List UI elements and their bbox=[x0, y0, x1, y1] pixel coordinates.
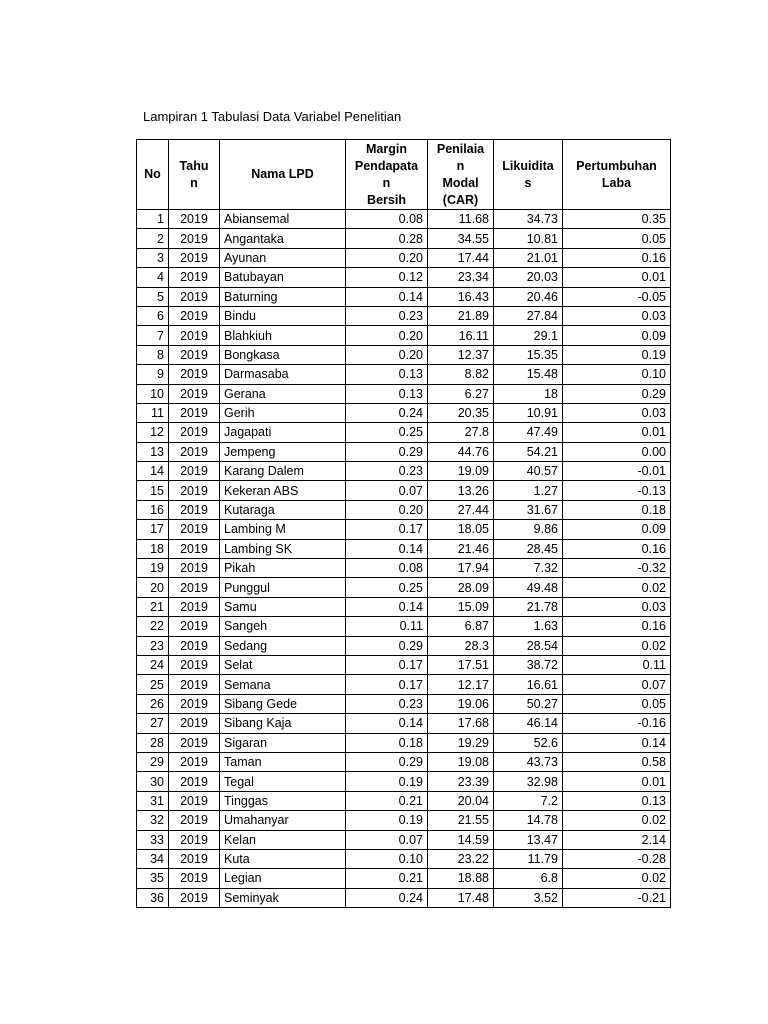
cell-pertumbuhan-laba: 0.05 bbox=[563, 229, 671, 248]
cell-nama-lpd: Lambing M bbox=[220, 520, 346, 539]
cell-tahun: 2019 bbox=[169, 578, 220, 597]
cell-pertumbuhan-laba: -0.05 bbox=[563, 287, 671, 306]
cell-likuiditas: 11.79 bbox=[494, 849, 563, 868]
cell-no: 32 bbox=[137, 811, 169, 830]
cell-no: 7 bbox=[137, 326, 169, 345]
cell-car: 19.09 bbox=[428, 462, 494, 481]
cell-margin: 0.23 bbox=[346, 306, 428, 325]
table-row bbox=[137, 811, 671, 830]
cell-pertumbuhan-laba: 0.29 bbox=[563, 384, 671, 403]
cell-nama-lpd: Lambing SK bbox=[220, 539, 346, 558]
cell-margin: 0.13 bbox=[346, 384, 428, 403]
cell-pertumbuhan-laba: 0.16 bbox=[563, 248, 671, 267]
cell-pertumbuhan-laba: 0.03 bbox=[563, 403, 671, 422]
cell-pertumbuhan-laba: -0.21 bbox=[563, 888, 671, 907]
cell-margin: 0.13 bbox=[346, 365, 428, 384]
cell-no: 12 bbox=[137, 423, 169, 442]
cell-car: 23.22 bbox=[428, 849, 494, 868]
cell-car: 6.87 bbox=[428, 617, 494, 636]
cell-nama-lpd: Karang Dalem bbox=[220, 462, 346, 481]
cell-tahun: 2019 bbox=[169, 500, 220, 519]
cell-nama-lpd: Kelan bbox=[220, 830, 346, 849]
cell-tahun: 2019 bbox=[169, 345, 220, 364]
table-row bbox=[137, 597, 671, 616]
cell-no: 28 bbox=[137, 733, 169, 752]
cell-likuiditas: 6.8 bbox=[494, 869, 563, 888]
cell-no: 34 bbox=[137, 849, 169, 868]
cell-pertumbuhan-laba: 0.01 bbox=[563, 423, 671, 442]
cell-margin: 0.24 bbox=[346, 403, 428, 422]
cell-tahun: 2019 bbox=[169, 888, 220, 907]
cell-no: 35 bbox=[137, 869, 169, 888]
cell-nama-lpd: Selat bbox=[220, 655, 346, 674]
cell-nama-lpd: Semana bbox=[220, 675, 346, 694]
cell-pertumbuhan-laba: 0.10 bbox=[563, 365, 671, 384]
cell-car: 28.09 bbox=[428, 578, 494, 597]
cell-tahun: 2019 bbox=[169, 559, 220, 578]
table-row bbox=[137, 287, 671, 306]
table-row bbox=[137, 539, 671, 558]
cell-pertumbuhan-laba: 0.18 bbox=[563, 500, 671, 519]
cell-pertumbuhan-laba: 0.35 bbox=[563, 210, 671, 229]
cell-car: 27.44 bbox=[428, 500, 494, 519]
cell-likuiditas: 9.86 bbox=[494, 520, 563, 539]
cell-margin: 0.10 bbox=[346, 849, 428, 868]
cell-pertumbuhan-laba: 0.05 bbox=[563, 694, 671, 713]
cell-likuiditas: 16.61 bbox=[494, 675, 563, 694]
cell-likuiditas: 49.48 bbox=[494, 578, 563, 597]
table-row bbox=[137, 849, 671, 868]
cell-pertumbuhan-laba: -0.01 bbox=[563, 462, 671, 481]
cell-pertumbuhan-laba: 2.14 bbox=[563, 830, 671, 849]
cell-tahun: 2019 bbox=[169, 830, 220, 849]
cell-tahun: 2019 bbox=[169, 714, 220, 733]
cell-tahun: 2019 bbox=[169, 655, 220, 674]
cell-nama-lpd: Abiansemal bbox=[220, 210, 346, 229]
header-likuiditas: Likuidita s bbox=[494, 140, 563, 210]
cell-car: 18.05 bbox=[428, 520, 494, 539]
cell-tahun: 2019 bbox=[169, 675, 220, 694]
table-row bbox=[137, 326, 671, 345]
table-row bbox=[137, 888, 671, 907]
cell-nama-lpd: Kuta bbox=[220, 849, 346, 868]
header-nama-lpd: Nama LPD bbox=[220, 140, 346, 210]
cell-margin: 0.21 bbox=[346, 791, 428, 810]
cell-pertumbuhan-laba: 0.07 bbox=[563, 675, 671, 694]
cell-nama-lpd: Kutaraga bbox=[220, 500, 346, 519]
cell-likuiditas: 50.27 bbox=[494, 694, 563, 713]
cell-tahun: 2019 bbox=[169, 403, 220, 422]
cell-margin: 0.20 bbox=[346, 500, 428, 519]
cell-likuiditas: 52.6 bbox=[494, 733, 563, 752]
cell-no: 8 bbox=[137, 345, 169, 364]
table-row bbox=[137, 714, 671, 733]
cell-likuiditas: 10.91 bbox=[494, 403, 563, 422]
cell-likuiditas: 34.73 bbox=[494, 210, 563, 229]
cell-car: 19.08 bbox=[428, 752, 494, 771]
cell-tahun: 2019 bbox=[169, 384, 220, 403]
cell-tahun: 2019 bbox=[169, 791, 220, 810]
cell-pertumbuhan-laba: 0.09 bbox=[563, 520, 671, 539]
cell-likuiditas: 1.63 bbox=[494, 617, 563, 636]
cell-likuiditas: 7.2 bbox=[494, 791, 563, 810]
cell-tahun: 2019 bbox=[169, 481, 220, 500]
cell-car: 21.46 bbox=[428, 539, 494, 558]
cell-margin: 0.11 bbox=[346, 617, 428, 636]
cell-margin: 0.29 bbox=[346, 442, 428, 461]
cell-margin: 0.17 bbox=[346, 675, 428, 694]
cell-no: 27 bbox=[137, 714, 169, 733]
cell-margin: 0.18 bbox=[346, 733, 428, 752]
cell-likuiditas: 32.98 bbox=[494, 772, 563, 791]
cell-margin: 0.08 bbox=[346, 210, 428, 229]
cell-no: 1 bbox=[137, 210, 169, 229]
table-row bbox=[137, 675, 671, 694]
cell-pertumbuhan-laba: -0.13 bbox=[563, 481, 671, 500]
table-row bbox=[137, 481, 671, 500]
table-row bbox=[137, 268, 671, 287]
cell-nama-lpd: Legian bbox=[220, 869, 346, 888]
cell-no: 36 bbox=[137, 888, 169, 907]
cell-car: 27.8 bbox=[428, 423, 494, 442]
cell-no: 4 bbox=[137, 268, 169, 287]
cell-margin: 0.23 bbox=[346, 694, 428, 713]
cell-margin: 0.19 bbox=[346, 772, 428, 791]
cell-pertumbuhan-laba: 0.01 bbox=[563, 772, 671, 791]
cell-margin: 0.17 bbox=[346, 520, 428, 539]
cell-margin: 0.21 bbox=[346, 869, 428, 888]
cell-likuiditas: 15.48 bbox=[494, 365, 563, 384]
cell-tahun: 2019 bbox=[169, 268, 220, 287]
cell-pertumbuhan-laba: 0.58 bbox=[563, 752, 671, 771]
table-row bbox=[137, 229, 671, 248]
cell-car: 28.3 bbox=[428, 636, 494, 655]
cell-tahun: 2019 bbox=[169, 636, 220, 655]
cell-nama-lpd: Taman bbox=[220, 752, 346, 771]
cell-tahun: 2019 bbox=[169, 869, 220, 888]
cell-pertumbuhan-laba: 0.02 bbox=[563, 578, 671, 597]
cell-pertumbuhan-laba: 0.16 bbox=[563, 539, 671, 558]
cell-pertumbuhan-laba: -0.16 bbox=[563, 714, 671, 733]
cell-car: 21.89 bbox=[428, 306, 494, 325]
table-row bbox=[137, 210, 671, 229]
cell-no: 30 bbox=[137, 772, 169, 791]
cell-nama-lpd: Bindu bbox=[220, 306, 346, 325]
cell-nama-lpd: Sangeh bbox=[220, 617, 346, 636]
cell-tahun: 2019 bbox=[169, 229, 220, 248]
table-row bbox=[137, 248, 671, 267]
cell-no: 25 bbox=[137, 675, 169, 694]
table-row bbox=[137, 520, 671, 539]
cell-margin: 0.20 bbox=[346, 326, 428, 345]
table-row bbox=[137, 636, 671, 655]
table-row bbox=[137, 791, 671, 810]
cell-nama-lpd: Baturning bbox=[220, 287, 346, 306]
cell-margin: 0.20 bbox=[346, 248, 428, 267]
cell-no: 33 bbox=[137, 830, 169, 849]
cell-no: 29 bbox=[137, 752, 169, 771]
cell-car: 17.68 bbox=[428, 714, 494, 733]
cell-no: 3 bbox=[137, 248, 169, 267]
cell-margin: 0.25 bbox=[346, 578, 428, 597]
cell-pertumbuhan-laba: 0.11 bbox=[563, 655, 671, 674]
table-row bbox=[137, 462, 671, 481]
cell-tahun: 2019 bbox=[169, 539, 220, 558]
cell-nama-lpd: Blahkiuh bbox=[220, 326, 346, 345]
cell-car: 6.27 bbox=[428, 384, 494, 403]
header-tahun: Tahu n bbox=[169, 140, 220, 210]
cell-no: 9 bbox=[137, 365, 169, 384]
cell-pertumbuhan-laba: 0.02 bbox=[563, 869, 671, 888]
cell-margin: 0.07 bbox=[346, 481, 428, 500]
cell-pertumbuhan-laba: 0.13 bbox=[563, 791, 671, 810]
cell-pertumbuhan-laba: 0.02 bbox=[563, 636, 671, 655]
cell-margin: 0.19 bbox=[346, 811, 428, 830]
cell-nama-lpd: Samu bbox=[220, 597, 346, 616]
table-caption: Lampiran 1 Tabulasi Data Variabel Penelitian bbox=[143, 109, 402, 124]
cell-no: 23 bbox=[137, 636, 169, 655]
cell-car: 12.17 bbox=[428, 675, 494, 694]
cell-car: 15.09 bbox=[428, 597, 494, 616]
cell-no: 6 bbox=[137, 306, 169, 325]
cell-car: 20.35 bbox=[428, 403, 494, 422]
header-penilaian-modal-car: Penilaia n Modal (CAR) bbox=[428, 140, 494, 210]
cell-nama-lpd: Sedang bbox=[220, 636, 346, 655]
header-margin-pendapatan-bersih: Margin Pendapata n Bersih bbox=[346, 140, 428, 210]
cell-nama-lpd: Pikah bbox=[220, 559, 346, 578]
cell-car: 18.88 bbox=[428, 869, 494, 888]
cell-likuiditas: 46.14 bbox=[494, 714, 563, 733]
cell-no: 24 bbox=[137, 655, 169, 674]
cell-tahun: 2019 bbox=[169, 733, 220, 752]
cell-likuiditas: 18 bbox=[494, 384, 563, 403]
cell-likuiditas: 1.27 bbox=[494, 481, 563, 500]
cell-tahun: 2019 bbox=[169, 617, 220, 636]
cell-no: 22 bbox=[137, 617, 169, 636]
data-table bbox=[136, 139, 671, 908]
cell-likuiditas: 28.45 bbox=[494, 539, 563, 558]
cell-pertumbuhan-laba: 0.09 bbox=[563, 326, 671, 345]
cell-margin: 0.14 bbox=[346, 597, 428, 616]
cell-no: 31 bbox=[137, 791, 169, 810]
cell-nama-lpd: Tegal bbox=[220, 772, 346, 791]
cell-car: 19.06 bbox=[428, 694, 494, 713]
cell-no: 5 bbox=[137, 287, 169, 306]
cell-likuiditas: 3.52 bbox=[494, 888, 563, 907]
cell-nama-lpd: Jempeng bbox=[220, 442, 346, 461]
cell-likuiditas: 20.03 bbox=[494, 268, 563, 287]
cell-no: 18 bbox=[137, 539, 169, 558]
cell-tahun: 2019 bbox=[169, 462, 220, 481]
cell-no: 2 bbox=[137, 229, 169, 248]
cell-likuiditas: 29.1 bbox=[494, 326, 563, 345]
cell-margin: 0.25 bbox=[346, 423, 428, 442]
cell-nama-lpd: Batubayan bbox=[220, 268, 346, 287]
cell-nama-lpd: Tinggas bbox=[220, 791, 346, 810]
cell-likuiditas: 38.72 bbox=[494, 655, 563, 674]
cell-margin: 0.23 bbox=[346, 462, 428, 481]
cell-no: 17 bbox=[137, 520, 169, 539]
cell-nama-lpd: Umahanyar bbox=[220, 811, 346, 830]
cell-likuiditas: 28.54 bbox=[494, 636, 563, 655]
cell-car: 12.37 bbox=[428, 345, 494, 364]
cell-no: 19 bbox=[137, 559, 169, 578]
cell-likuiditas: 21.01 bbox=[494, 248, 563, 267]
table-row bbox=[137, 694, 671, 713]
cell-tahun: 2019 bbox=[169, 752, 220, 771]
table-row bbox=[137, 345, 671, 364]
cell-nama-lpd: Darmasaba bbox=[220, 365, 346, 384]
cell-likuiditas: 31.67 bbox=[494, 500, 563, 519]
cell-pertumbuhan-laba: -0.28 bbox=[563, 849, 671, 868]
table-row bbox=[137, 869, 671, 888]
cell-tahun: 2019 bbox=[169, 442, 220, 461]
cell-tahun: 2019 bbox=[169, 811, 220, 830]
cell-car: 13.26 bbox=[428, 481, 494, 500]
cell-nama-lpd: Seminyak bbox=[220, 888, 346, 907]
cell-no: 16 bbox=[137, 500, 169, 519]
cell-margin: 0.24 bbox=[346, 888, 428, 907]
cell-car: 44.76 bbox=[428, 442, 494, 461]
cell-likuiditas: 43.73 bbox=[494, 752, 563, 771]
cell-margin: 0.14 bbox=[346, 287, 428, 306]
cell-nama-lpd: Ayunan bbox=[220, 248, 346, 267]
table-row bbox=[137, 423, 671, 442]
cell-likuiditas: 13.47 bbox=[494, 830, 563, 849]
cell-no: 13 bbox=[137, 442, 169, 461]
cell-tahun: 2019 bbox=[169, 210, 220, 229]
cell-pertumbuhan-laba: 0.02 bbox=[563, 811, 671, 830]
cell-nama-lpd: Kekeran ABS bbox=[220, 481, 346, 500]
cell-tahun: 2019 bbox=[169, 849, 220, 868]
cell-tahun: 2019 bbox=[169, 365, 220, 384]
table-row bbox=[137, 830, 671, 849]
cell-margin: 0.14 bbox=[346, 714, 428, 733]
cell-tahun: 2019 bbox=[169, 597, 220, 616]
cell-tahun: 2019 bbox=[169, 248, 220, 267]
cell-no: 11 bbox=[137, 403, 169, 422]
cell-pertumbuhan-laba: -0.32 bbox=[563, 559, 671, 578]
cell-nama-lpd: Punggul bbox=[220, 578, 346, 597]
cell-likuiditas: 27.84 bbox=[494, 306, 563, 325]
cell-likuiditas: 7.32 bbox=[494, 559, 563, 578]
cell-car: 17.94 bbox=[428, 559, 494, 578]
cell-nama-lpd: Sibang Kaja bbox=[220, 714, 346, 733]
cell-nama-lpd: Jagapati bbox=[220, 423, 346, 442]
cell-tahun: 2019 bbox=[169, 520, 220, 539]
cell-margin: 0.17 bbox=[346, 655, 428, 674]
table-row bbox=[137, 306, 671, 325]
cell-tahun: 2019 bbox=[169, 287, 220, 306]
table-row bbox=[137, 655, 671, 674]
cell-car: 19.29 bbox=[428, 733, 494, 752]
cell-no: 26 bbox=[137, 694, 169, 713]
cell-car: 34.55 bbox=[428, 229, 494, 248]
cell-no: 10 bbox=[137, 384, 169, 403]
table-row bbox=[137, 772, 671, 791]
cell-car: 23.39 bbox=[428, 772, 494, 791]
cell-margin: 0.12 bbox=[346, 268, 428, 287]
cell-margin: 0.28 bbox=[346, 229, 428, 248]
cell-car: 17.44 bbox=[428, 248, 494, 267]
cell-car: 11.68 bbox=[428, 210, 494, 229]
cell-likuiditas: 54.21 bbox=[494, 442, 563, 461]
cell-car: 21.55 bbox=[428, 811, 494, 830]
cell-margin: 0.20 bbox=[346, 345, 428, 364]
cell-likuiditas: 20.46 bbox=[494, 287, 563, 306]
table-row bbox=[137, 733, 671, 752]
cell-pertumbuhan-laba: 0.01 bbox=[563, 268, 671, 287]
table-row bbox=[137, 384, 671, 403]
cell-pertumbuhan-laba: 0.16 bbox=[563, 617, 671, 636]
table-row bbox=[137, 500, 671, 519]
cell-margin: 0.29 bbox=[346, 752, 428, 771]
table-row bbox=[137, 403, 671, 422]
cell-car: 14.59 bbox=[428, 830, 494, 849]
cell-nama-lpd: Angantaka bbox=[220, 229, 346, 248]
table-row bbox=[137, 578, 671, 597]
cell-tahun: 2019 bbox=[169, 326, 220, 345]
cell-car: 17.51 bbox=[428, 655, 494, 674]
cell-tahun: 2019 bbox=[169, 694, 220, 713]
header-pertumbuhan-laba: Pertumbuhan Laba bbox=[563, 140, 671, 210]
cell-likuiditas: 47.49 bbox=[494, 423, 563, 442]
cell-likuiditas: 15.35 bbox=[494, 345, 563, 364]
cell-pertumbuhan-laba: 0.14 bbox=[563, 733, 671, 752]
cell-pertumbuhan-laba: 0.03 bbox=[563, 306, 671, 325]
cell-tahun: 2019 bbox=[169, 306, 220, 325]
table-body bbox=[137, 210, 671, 908]
cell-car: 16.11 bbox=[428, 326, 494, 345]
cell-car: 20.04 bbox=[428, 791, 494, 810]
cell-likuiditas: 40.57 bbox=[494, 462, 563, 481]
table-row bbox=[137, 617, 671, 636]
cell-nama-lpd: Gerih bbox=[220, 403, 346, 422]
cell-tahun: 2019 bbox=[169, 772, 220, 791]
table-row bbox=[137, 442, 671, 461]
cell-margin: 0.07 bbox=[346, 830, 428, 849]
cell-no: 15 bbox=[137, 481, 169, 500]
cell-car: 23.34 bbox=[428, 268, 494, 287]
header-row bbox=[137, 140, 671, 210]
cell-pertumbuhan-laba: 0.00 bbox=[563, 442, 671, 461]
table-row bbox=[137, 365, 671, 384]
cell-likuiditas: 10.81 bbox=[494, 229, 563, 248]
header-no: No bbox=[137, 140, 169, 210]
cell-nama-lpd: Sibang Gede bbox=[220, 694, 346, 713]
cell-car: 8.82 bbox=[428, 365, 494, 384]
cell-no: 20 bbox=[137, 578, 169, 597]
cell-no: 21 bbox=[137, 597, 169, 616]
cell-no: 14 bbox=[137, 462, 169, 481]
cell-margin: 0.29 bbox=[346, 636, 428, 655]
cell-nama-lpd: Bongkasa bbox=[220, 345, 346, 364]
cell-car: 16.43 bbox=[428, 287, 494, 306]
cell-car: 17.48 bbox=[428, 888, 494, 907]
table-row bbox=[137, 752, 671, 771]
cell-margin: 0.14 bbox=[346, 539, 428, 558]
cell-nama-lpd: Sigaran bbox=[220, 733, 346, 752]
cell-margin: 0.08 bbox=[346, 559, 428, 578]
cell-tahun: 2019 bbox=[169, 423, 220, 442]
cell-nama-lpd: Gerana bbox=[220, 384, 346, 403]
table-row bbox=[137, 559, 671, 578]
cell-likuiditas: 14.78 bbox=[494, 811, 563, 830]
cell-pertumbuhan-laba: 0.03 bbox=[563, 597, 671, 616]
cell-likuiditas: 21.78 bbox=[494, 597, 563, 616]
cell-pertumbuhan-laba: 0.19 bbox=[563, 345, 671, 364]
